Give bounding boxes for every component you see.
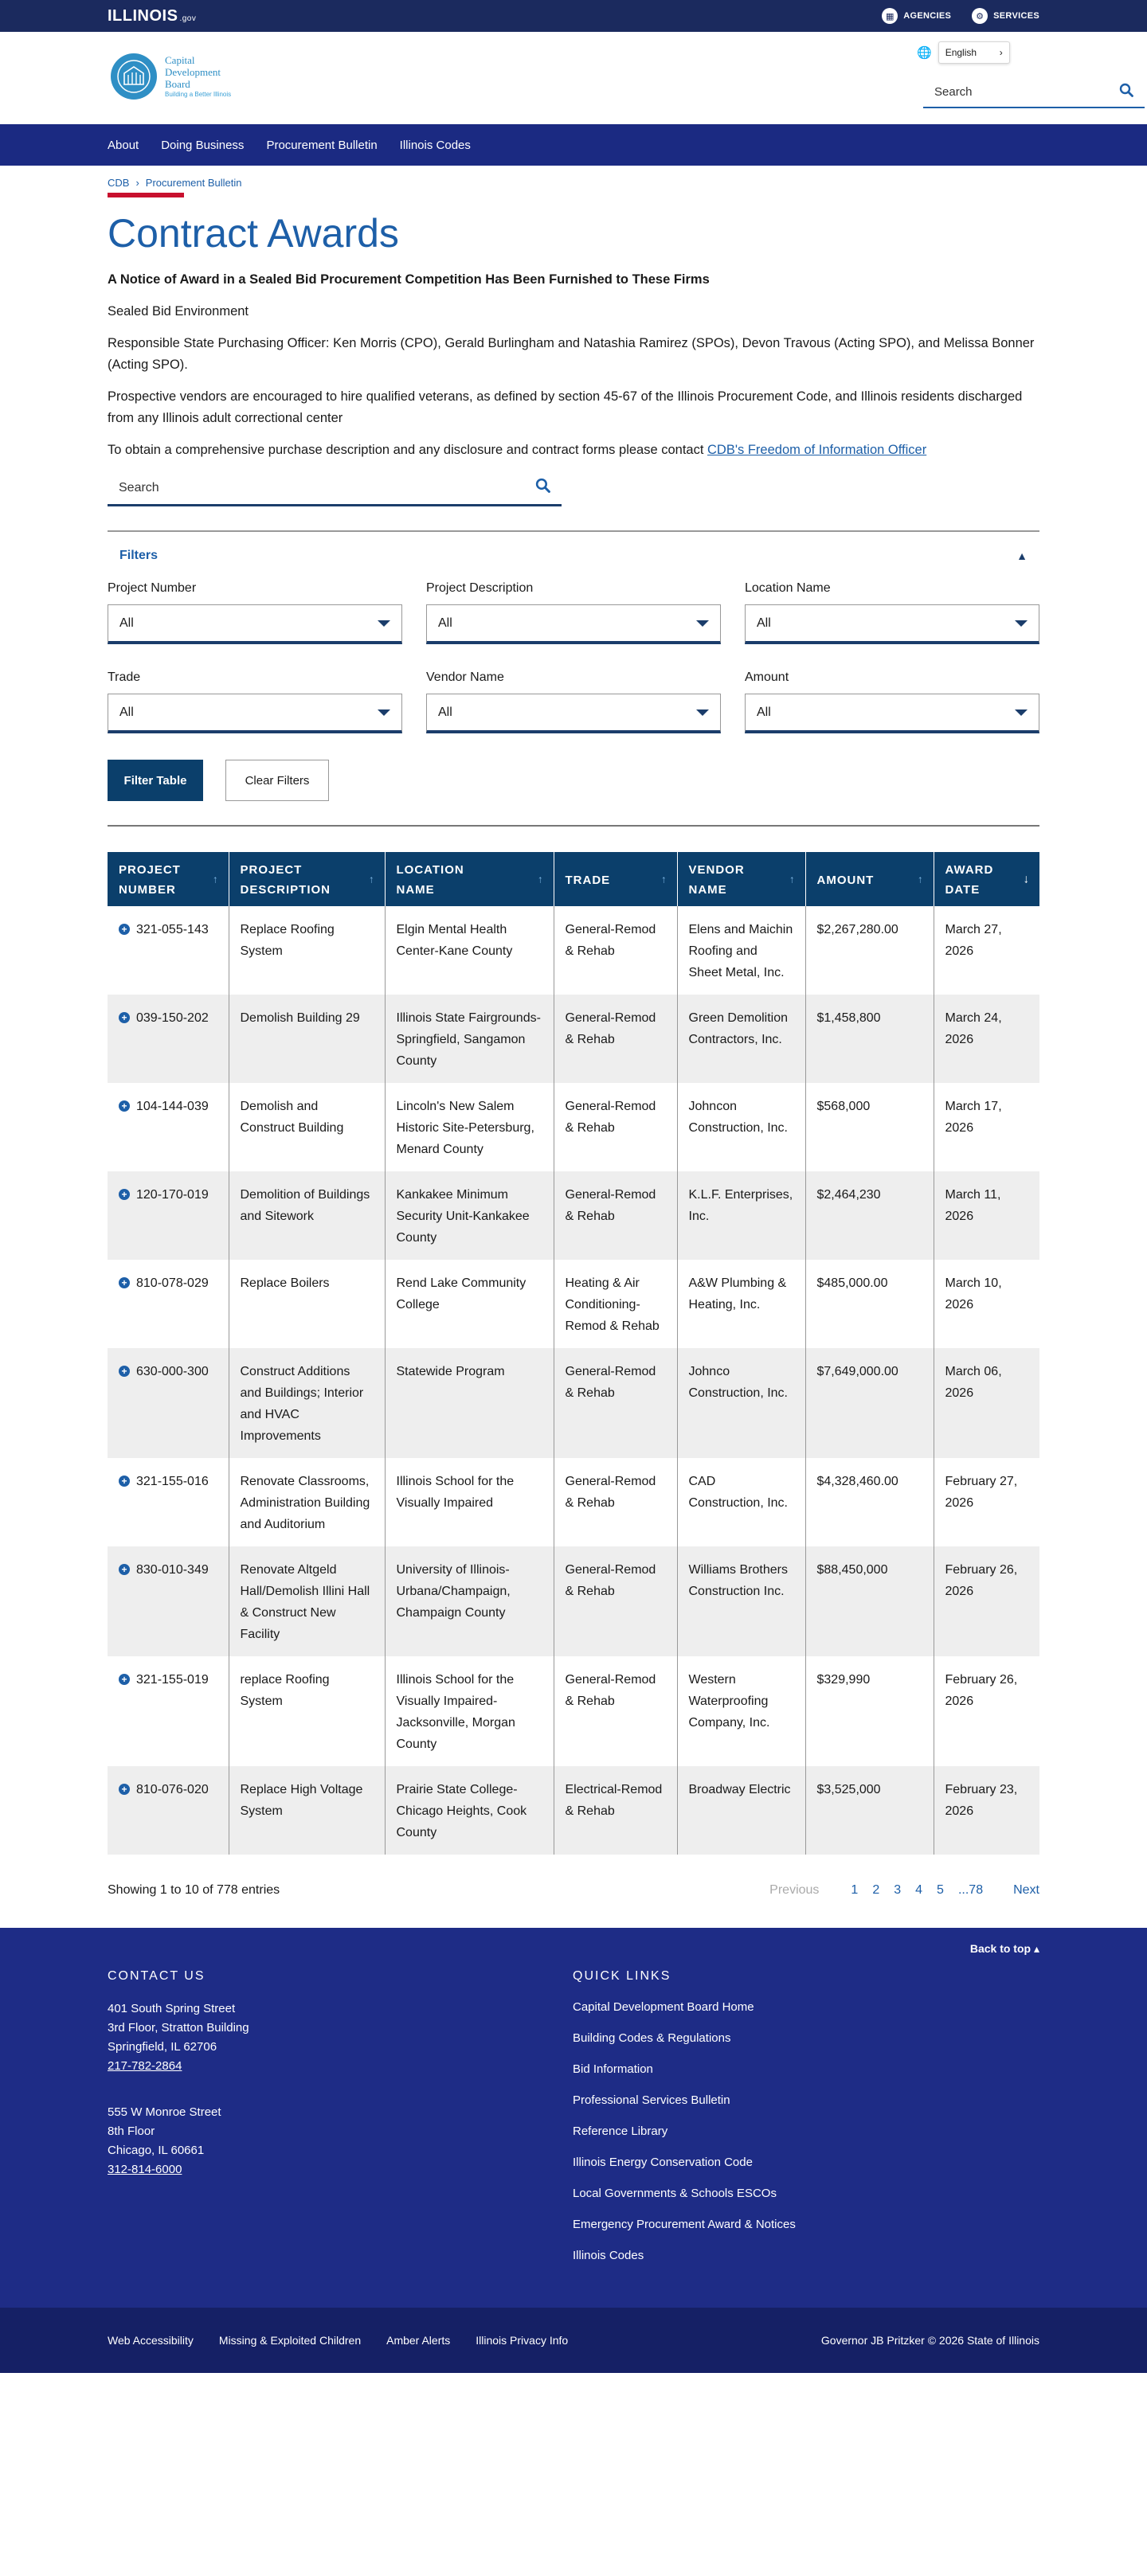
address-springfield bbox=[108, 1999, 573, 2076]
cell-location: Lincoln's New Salem Historic Site-Petersburg, Menard County bbox=[385, 1083, 554, 1171]
sort-up-icon: ↑ bbox=[538, 873, 544, 885]
globe-icon: 🌐 bbox=[917, 46, 932, 60]
cell-amount: $88,450,000 bbox=[805, 1546, 934, 1656]
cdb-logo[interactable] bbox=[111, 53, 231, 100]
contact-text: To obtain a comprehensive purchase description and any disclosure and contract forms please contact bbox=[108, 443, 708, 457]
cell-trade: General-Remod & Rehab bbox=[554, 1656, 677, 1766]
quick-link[interactable]: Capital Development Board Home bbox=[573, 2000, 754, 2014]
filter-value: All bbox=[438, 705, 452, 719]
environment-text: Sealed Bid Environment bbox=[108, 304, 249, 319]
table-search-input[interactable]: Search bbox=[119, 480, 159, 494]
footer-link-privacy[interactable]: Illinois Privacy Info bbox=[476, 2334, 569, 2347]
logo-main-text: ILLINOIS bbox=[108, 6, 178, 25]
cell-location: University of Illinois-Urbana/Champaign, Champaign County bbox=[385, 1546, 554, 1656]
logo-suffix-text: .gov bbox=[179, 14, 197, 23]
filter-trade[interactable] bbox=[108, 694, 402, 733]
filter-project-number[interactable] bbox=[108, 604, 402, 644]
expand-row-icon[interactable]: + bbox=[119, 1366, 130, 1377]
cdb-name-line2: Development bbox=[165, 65, 221, 78]
cell-date: March 11, 2026 bbox=[934, 1171, 1039, 1260]
caret-up-icon: ▴ bbox=[1033, 1942, 1039, 1955]
cell-description: Replace High Voltage System bbox=[229, 1766, 385, 1855]
sort-down-icon: ↓ bbox=[1023, 872, 1030, 886]
cdb-tagline: Building a Better Illinois bbox=[165, 90, 232, 98]
quick-link[interactable]: Local Governments & Schools ESCOs bbox=[573, 2187, 777, 2200]
cell-amount: $2,267,280.00 bbox=[805, 906, 934, 995]
caret-down-icon bbox=[1015, 709, 1028, 716]
notice-heading: A Notice of Award in a Sealed Bid Procurement Competition Has Been Furnished to These Firms bbox=[108, 272, 710, 287]
pagination-next[interactable]: Next bbox=[1013, 1883, 1039, 1897]
pagination-page[interactable]: 4 bbox=[915, 1883, 923, 1897]
quick-link[interactable]: Building Codes & Regulations bbox=[573, 2031, 731, 2045]
cell-description: Demolish and Construct Building bbox=[229, 1083, 385, 1171]
expand-row-icon[interactable]: + bbox=[119, 1277, 130, 1288]
pagination-page[interactable]: 1 bbox=[851, 1883, 859, 1897]
filter-value: All bbox=[757, 616, 771, 630]
services-icon: ⚙ bbox=[972, 8, 988, 24]
cell-vendor: Williams Brothers Construction Inc. bbox=[677, 1546, 805, 1656]
table-row bbox=[108, 1458, 1039, 1546]
quick-links-column bbox=[573, 1969, 796, 2279]
col-label: AMOUNT bbox=[816, 873, 875, 887]
expand-row-icon[interactable]: + bbox=[119, 1100, 130, 1112]
main-content bbox=[108, 166, 1039, 1904]
quick-link[interactable]: Professional Services Bulletin bbox=[573, 2093, 730, 2107]
nav-illinois-codes[interactable]: Illinois Codes bbox=[399, 138, 471, 152]
site-header bbox=[0, 32, 1147, 124]
table-header-row bbox=[108, 852, 1039, 906]
header-search-input[interactable]: Search bbox=[934, 84, 973, 99]
filter-location-name[interactable] bbox=[745, 604, 1039, 644]
breadcrumb-current[interactable]: Procurement Bulletin bbox=[145, 177, 242, 189]
cell-location: Kankakee Minimum Security Unit-Kankakee County bbox=[385, 1171, 554, 1260]
page-title: Contract Awards bbox=[108, 211, 399, 256]
col-award-date[interactable] bbox=[934, 852, 1039, 906]
language-value: English bbox=[945, 47, 977, 58]
pagination-page[interactable]: 5 bbox=[937, 1883, 944, 1897]
sort-up-icon: ↑ bbox=[918, 873, 924, 885]
address-line: 8th Floor bbox=[108, 2125, 155, 2138]
sort-up-icon: ↑ bbox=[213, 873, 219, 885]
sub-footer bbox=[0, 2308, 1147, 2373]
cell-vendor: A&W Plumbing & Heating, Inc. bbox=[677, 1260, 805, 1348]
sort-up-icon: ↑ bbox=[369, 873, 375, 885]
cell-project-number: 630-000-300 bbox=[136, 1365, 209, 1378]
cell-location: Elgin Mental Health Center-Kane County bbox=[385, 906, 554, 995]
cell-vendor: Western Waterproofing Company, Inc. bbox=[677, 1656, 805, 1766]
cdb-seal-icon bbox=[111, 53, 157, 100]
nav-doing-business[interactable]: Doing Business bbox=[161, 138, 245, 152]
col-project-description[interactable] bbox=[229, 852, 385, 906]
table-row bbox=[108, 1348, 1039, 1458]
pagination-previous[interactable]: Previous bbox=[769, 1883, 820, 1897]
table-row bbox=[108, 995, 1039, 1083]
filter-label-trade: Trade bbox=[108, 670, 141, 684]
cell-description: Demolish Building 29 bbox=[229, 995, 385, 1083]
pagination-page[interactable]: 3 bbox=[894, 1883, 902, 1897]
filter-table-button[interactable]: Filter Table bbox=[108, 760, 203, 801]
cell-location: Illinois School for the Visually Impaired bbox=[385, 1458, 554, 1546]
caret-down-icon bbox=[696, 709, 709, 716]
cell-trade: General-Remod & Rehab bbox=[554, 995, 677, 1083]
col-label: DESCRIPTION bbox=[240, 883, 331, 897]
col-label: VENDOR bbox=[688, 863, 745, 877]
cell-project-number: 120-170-019 bbox=[136, 1188, 209, 1202]
cell-project-number: 810-076-020 bbox=[136, 1783, 209, 1796]
cell-location: Statewide Program bbox=[385, 1348, 554, 1458]
cell-project-number: 321-155-016 bbox=[136, 1475, 209, 1488]
top-bar bbox=[0, 0, 1147, 32]
expand-row-icon[interactable]: + bbox=[119, 924, 130, 935]
back-to-top-link[interactable] bbox=[970, 1942, 1039, 1956]
table-row bbox=[108, 1171, 1039, 1260]
col-label: DATE bbox=[945, 883, 981, 897]
caret-down-icon bbox=[696, 620, 709, 627]
contract-awards-table bbox=[108, 852, 1039, 1855]
divider bbox=[108, 825, 1039, 827]
cell-amount: $485,000.00 bbox=[805, 1260, 934, 1348]
quick-link[interactable]: Illinois Energy Conservation Code bbox=[573, 2156, 753, 2169]
filter-label-vendor-name: Vendor Name bbox=[426, 670, 504, 684]
col-trade[interactable] bbox=[554, 852, 677, 906]
filter-project-description[interactable] bbox=[426, 604, 721, 644]
filter-amount[interactable] bbox=[745, 694, 1039, 733]
table-row bbox=[108, 1766, 1039, 1855]
cdb-name-line3: Board bbox=[165, 77, 190, 90]
cell-project-number: 104-144-039 bbox=[136, 1100, 209, 1113]
cell-amount: $2,464,230 bbox=[805, 1171, 934, 1260]
caret-down-icon bbox=[1015, 620, 1028, 627]
cell-amount: $329,990 bbox=[805, 1656, 934, 1766]
table-search[interactable] bbox=[108, 471, 562, 506]
chevron-right-icon: › bbox=[999, 47, 1003, 58]
quick-link[interactable]: Illinois Codes bbox=[573, 2249, 644, 2262]
cell-date: February 26, 2026 bbox=[934, 1546, 1039, 1656]
intro-text bbox=[108, 269, 1039, 461]
col-label: NAME bbox=[396, 883, 435, 897]
footer-link-amber-alerts[interactable]: Amber Alerts bbox=[386, 2334, 451, 2347]
language-selector[interactable] bbox=[917, 41, 1010, 64]
cell-project-number: 039-150-202 bbox=[136, 1011, 209, 1025]
cell-vendor: Johnco Construction, Inc. bbox=[677, 1348, 805, 1458]
cell-date: March 06, 2026 bbox=[934, 1348, 1039, 1458]
col-label: PROJECT bbox=[240, 863, 303, 877]
search-icon[interactable] bbox=[535, 478, 550, 498]
cell-location: Rend Lake Community College bbox=[385, 1260, 554, 1348]
col-project-number[interactable] bbox=[108, 852, 229, 906]
agencies-label: AGENCIES bbox=[903, 11, 952, 21]
col-label: PROJECT bbox=[119, 863, 181, 877]
cdb-name-line1: Capital bbox=[165, 53, 195, 66]
nav-procurement-bulletin[interactable]: Procurement Bulletin bbox=[266, 138, 378, 152]
cell-trade: General-Remod & Rehab bbox=[554, 1458, 677, 1546]
filters-heading: Filters bbox=[119, 549, 159, 562]
cell-trade: General-Remod & Rehab bbox=[554, 1546, 677, 1656]
breadcrumb-home[interactable]: CDB bbox=[108, 177, 130, 189]
cell-amount: $3,525,000 bbox=[805, 1766, 934, 1855]
sort-up-icon: ↑ bbox=[789, 873, 796, 885]
expand-row-icon[interactable]: + bbox=[119, 1012, 130, 1023]
cell-vendor: K.L.F. Enterprises, Inc. bbox=[677, 1171, 805, 1260]
expand-row-icon[interactable]: + bbox=[119, 1476, 130, 1487]
cell-date: March 27, 2026 bbox=[945, 923, 1002, 958]
pagination bbox=[108, 1877, 1039, 1904]
search-icon[interactable] bbox=[1119, 83, 1133, 101]
col-label: NAME bbox=[688, 883, 727, 897]
address-line: 401 South Spring Street bbox=[108, 2002, 236, 2015]
agencies-icon: ▦ bbox=[882, 8, 898, 24]
col-label: TRADE bbox=[565, 873, 611, 887]
contact-column bbox=[108, 1969, 573, 2279]
quick-link[interactable]: Emergency Procurement Award & Notices bbox=[573, 2218, 796, 2231]
cell-amount: $568,000 bbox=[805, 1083, 934, 1171]
main-nav bbox=[0, 124, 1147, 166]
clear-filters-button[interactable]: Clear Filters bbox=[225, 760, 329, 801]
cell-location: Prairie State College-Chicago Heights, Cook County bbox=[385, 1766, 554, 1855]
cell-description: Demolition of Buildings and Sitework bbox=[229, 1171, 385, 1260]
cell-date: February 27, 2026 bbox=[945, 1475, 1018, 1510]
cell-trade: General-Remod & Rehab bbox=[554, 906, 677, 995]
cell-project-number: 810-078-029 bbox=[136, 1276, 209, 1290]
cell-trade: General-Remod & Rehab bbox=[554, 1348, 677, 1458]
cell-date: March 24, 2026 bbox=[934, 995, 1039, 1083]
filter-vendor-name[interactable] bbox=[426, 694, 721, 733]
filter-label-location-name: Location Name bbox=[745, 581, 831, 595]
cell-vendor: CAD Construction, Inc. bbox=[677, 1458, 805, 1546]
col-amount[interactable] bbox=[805, 852, 934, 906]
nav-about[interactable]: About bbox=[108, 138, 139, 152]
title-accent-bar bbox=[108, 193, 184, 197]
filter-label-project-number: Project Number bbox=[108, 581, 197, 595]
table-row bbox=[108, 906, 1039, 995]
pagination-last-page[interactable]: ...78 bbox=[957, 1883, 984, 1897]
quick-links-heading: QUICK LINKS bbox=[573, 1969, 671, 1983]
expand-row-icon[interactable]: + bbox=[119, 1564, 130, 1575]
officers-text: Responsible State Purchasing Officer: Ken Morris (CPO), Gerald Burlingham and Natashia Ramirez (SPOs), Devon Travous (Acting SPO), and Melissa Bonner (Acting SPO). bbox=[108, 336, 1035, 372]
table-row bbox=[108, 1546, 1039, 1656]
services-link[interactable] bbox=[972, 8, 1039, 24]
cell-date: February 23, 2026 bbox=[934, 1766, 1039, 1855]
breadcrumb bbox=[108, 166, 1039, 191]
cell-description: Renovate Classrooms, Administration Building and Auditorium bbox=[229, 1458, 385, 1546]
cell-vendor: Johncon Construction, Inc. bbox=[677, 1083, 805, 1171]
agencies-link[interactable] bbox=[882, 8, 951, 24]
services-label: SERVICES bbox=[993, 11, 1039, 21]
cell-date: March 10, 2026 bbox=[945, 1276, 1002, 1311]
veterans-text: Prospective vendors are encouraged to hire qualified veterans, as defined by section 45-67 of the Illinois Procurement Code, and Illinois residents discharged from any Illinois adult correctional center bbox=[108, 389, 1023, 425]
cell-vendor: Green Demolition Contractors, Inc. bbox=[677, 995, 805, 1083]
cell-description: replace Roofing System bbox=[229, 1656, 385, 1766]
expand-row-icon[interactable]: + bbox=[119, 1189, 130, 1200]
phone-link[interactable]: 217-782-2864 bbox=[108, 2059, 182, 2073]
contact-heading: CONTACT US bbox=[108, 1969, 206, 1983]
cell-trade: Heating & Air Conditioning-Remod & Rehab bbox=[554, 1260, 677, 1348]
cell-description: Replace Boilers bbox=[229, 1260, 385, 1348]
filter-value: All bbox=[119, 705, 134, 719]
filter-label-project-description: Project Description bbox=[426, 581, 534, 595]
filter-value: All bbox=[438, 616, 452, 630]
chevron-up-icon: ▲ bbox=[1016, 549, 1028, 562]
back-to-top-label: Back to top bbox=[969, 1942, 1032, 1955]
caret-down-icon bbox=[378, 709, 390, 716]
filter-label-amount: Amount bbox=[745, 670, 789, 684]
entries-summary: Showing 1 to 10 of 778 entries bbox=[108, 1883, 280, 1897]
quick-link[interactable]: Reference Library bbox=[573, 2125, 668, 2138]
phone-link[interactable]: 312-814-6000 bbox=[108, 2163, 182, 2176]
cell-amount: $1,458,800 bbox=[805, 995, 934, 1083]
cell-amount: $4,328,460.00 bbox=[805, 1458, 934, 1546]
address-line: 555 W Monroe Street bbox=[108, 2105, 221, 2119]
cell-description: Renovate Altgeld Hall/Demolish Illini Hall & Construct New Facility bbox=[229, 1546, 385, 1656]
cell-date: February 26, 2026 bbox=[945, 1673, 1018, 1708]
cell-location: Illinois School for the Visually Impaired-Jacksonville, Morgan County bbox=[385, 1656, 554, 1766]
illinois-gov-logo[interactable] bbox=[108, 7, 196, 25]
cell-location: Illinois State Fairgrounds-Springfield, Sangamon County bbox=[385, 995, 554, 1083]
address-chicago bbox=[108, 2103, 573, 2179]
cell-vendor: Broadway Electric bbox=[677, 1766, 805, 1855]
footer-link-missing-children[interactable]: Missing & Exploited Children bbox=[218, 2334, 362, 2347]
expand-row-icon[interactable]: + bbox=[119, 1784, 130, 1795]
filters-panel bbox=[108, 530, 1039, 801]
table-row bbox=[108, 1083, 1039, 1171]
cell-trade: General-Remod & Rehab bbox=[554, 1083, 677, 1171]
address-line: 3rd Floor, Stratton Building bbox=[108, 2021, 249, 2035]
header-search[interactable] bbox=[923, 76, 1145, 108]
cell-description: Construct Additions and Buildings; Interior and HVAC Improvements bbox=[229, 1348, 385, 1458]
col-vendor-name[interactable] bbox=[677, 852, 805, 906]
col-label: AWARD bbox=[945, 863, 994, 877]
footer-link-accessibility[interactable]: Web Accessibility bbox=[108, 2334, 194, 2347]
col-label: NUMBER bbox=[119, 883, 176, 897]
cell-trade: Electrical-Remod & Rehab bbox=[554, 1766, 677, 1855]
col-location-name[interactable] bbox=[385, 852, 554, 906]
table-row bbox=[108, 1260, 1039, 1348]
foia-officer-link[interactable]: CDB's Freedom of Information Officer bbox=[707, 443, 927, 457]
address-line: Springfield, IL 62706 bbox=[108, 2040, 217, 2054]
pagination-page[interactable]: 2 bbox=[872, 1883, 880, 1897]
filter-value: All bbox=[757, 705, 771, 719]
cell-trade: General-Remod & Rehab bbox=[554, 1171, 677, 1260]
cell-date: March 17, 2026 bbox=[945, 1100, 1002, 1135]
cell-amount: $7,649,000.00 bbox=[805, 1348, 934, 1458]
filter-value: All bbox=[119, 616, 134, 630]
cell-project-number: 830-010-349 bbox=[136, 1563, 209, 1577]
table-row bbox=[108, 1656, 1039, 1766]
cell-vendor: Elens and Maichin Roofing and Sheet Metal, Inc. bbox=[677, 906, 805, 995]
copyright-text: Governor JB Pritzker © 2026 State of Illinois bbox=[820, 2334, 1039, 2347]
cell-project-number: 321-055-143 bbox=[136, 923, 209, 936]
col-label: LOCATION bbox=[396, 863, 464, 877]
quick-link[interactable]: Bid Information bbox=[573, 2062, 653, 2076]
caret-down-icon bbox=[378, 620, 390, 627]
sort-up-icon: ↑ bbox=[661, 873, 667, 885]
expand-row-icon[interactable]: + bbox=[119, 1674, 130, 1685]
address-line: Chicago, IL 60661 bbox=[108, 2144, 205, 2157]
filters-toggle[interactable] bbox=[108, 545, 1039, 567]
site-footer bbox=[0, 1928, 1147, 2308]
cell-description: Replace Roofing System bbox=[229, 906, 385, 995]
cell-project-number: 321-155-019 bbox=[136, 1673, 209, 1687]
chevron-right-icon: › bbox=[135, 177, 139, 189]
